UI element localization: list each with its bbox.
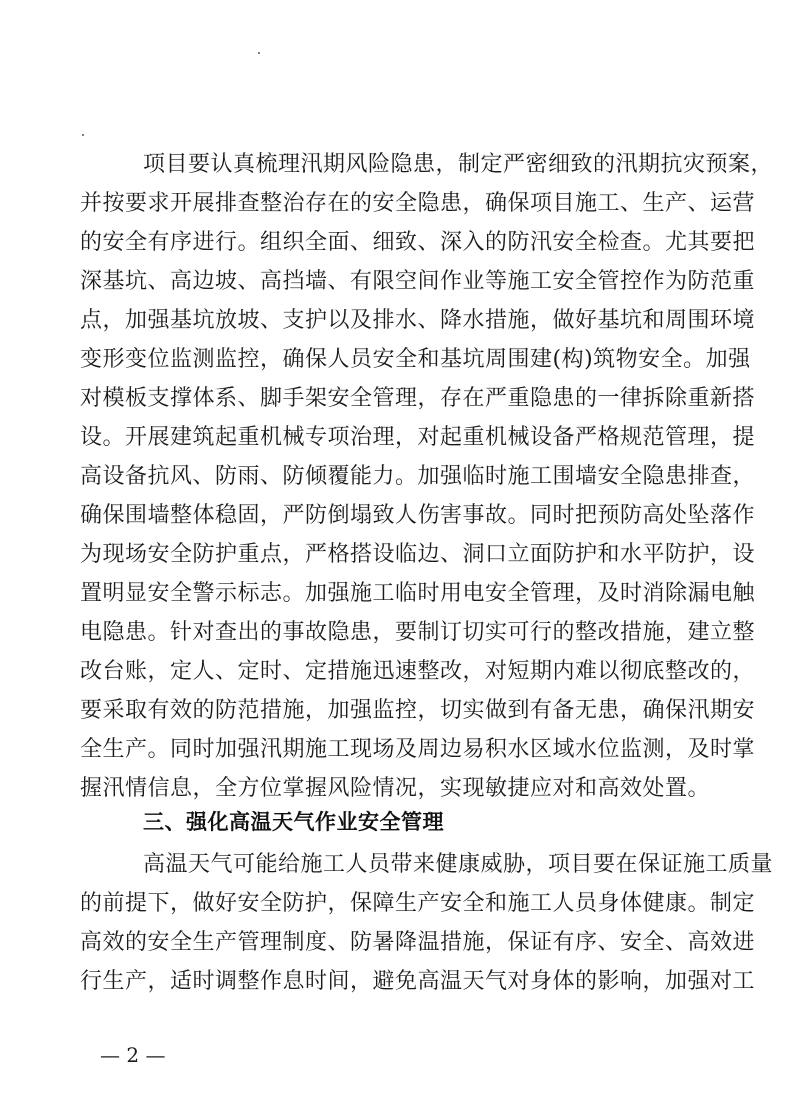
paragraph-line: 握汛情信息，全方位掌握风险情况，实现敏捷应对和高效处置。 [80,776,711,801]
paragraph-line: 对模板支撑体系、脚手架安全管理，存在严重隐患的一律拆除重新搭 [80,386,756,411]
page-number: — 2 — [100,1043,166,1067]
paragraph-line: 为现场安全防护重点，严格搭设临边、洞口立面防护和水平防护，设 [80,542,756,567]
paragraph-line: 行生产，适时调整作息时间，避免高温天气对身体的影响，加强对工 [80,969,756,994]
paragraph-line: 设。开展建筑起重机械专项治理，对起重机械设备严格规范管理，提 [80,425,756,450]
paragraph-line: 并按要求开展排查整治存在的安全隐患，确保项目施工、生产、运营 [80,191,756,216]
paragraph-line: 全生产。同时加强汛期施工现场及周边易积水区域水位监测，及时掌 [80,737,756,762]
paragraph-line: 要采取有效的防范措施，加强监控，切实做到有备无患，确保汛期安 [80,698,756,723]
paragraph-line: 确保围墙整体稳固，严防倒塌致人伤害事故。同时把预防高处坠落作 [80,503,756,528]
paragraph-line: 点，加强基坑放坡、支护以及排水、降水措施，做好基坑和周围环境 [80,308,756,333]
paragraph-line: 改台账，定人、定时、定措施迅速整改，对短期内难以彻底整改的， [80,659,756,684]
paragraph-line: 高设备抗风、防雨、防倾覆能力。加强临时施工围墙安全隐患排查， [80,464,756,489]
paragraph-line: 项目要认真梳理汛期风险隐患，制定严密细致的汛期抗灾预案， [143,152,774,177]
paragraph-line: 电隐患。针对查出的事故隐患，要制订切实可行的整改措施，建立整 [80,620,756,645]
section-heading: 三、强化高温天气作业安全管理 [143,810,444,834]
paragraph-line: 变形变位监测监控，确保人员安全和基坑周围建(构)筑物安全。加强 [80,347,751,372]
paragraph-line: 深基坑、高边坡、高挡墙、有限空间作业等施工安全管控作为防范重 [80,269,756,294]
paragraph-line: 高温天气可能给施工人员带来健康威胁，项目要在保证施工质量 [143,852,774,877]
paragraph-line: 置明显安全警示标志。加强施工临时用电安全管理，及时消除漏电触 [80,581,756,606]
paragraph-line: 的安全有序进行。组织全面、细致、深入的防汛安全检查。尤其要把 [80,230,756,255]
paragraph-line: 的前提下，做好安全防护，保障生产安全和施工人员身体健康。制定 [80,891,756,916]
paragraph-line: 高效的安全生产管理制度、防暑降温措施，保证有序、安全、高效进 [80,930,756,955]
